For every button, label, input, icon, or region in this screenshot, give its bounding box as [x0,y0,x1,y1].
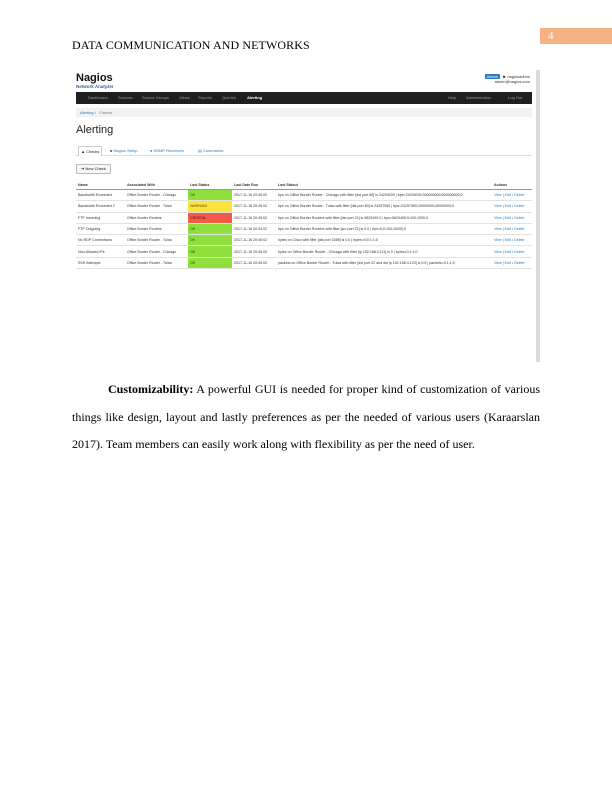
cell-last-date-run: 2017-11-16 20:45:02 [232,257,276,268]
cell-last-status: WARNING [188,201,232,212]
tab-snmp-receivers [150,146,184,155]
cell-actions: View | Edit • Delete [492,190,532,201]
setup-icon: ■ [110,148,113,153]
screenshot-scrollbar [536,70,540,362]
col-associated-with: Associated With [125,180,188,190]
cell-name: SSH Attempts [76,257,125,268]
cell-last-date-run: 2017-11-16 20:45:00 [232,190,276,201]
page-title: Alerting [76,124,114,136]
tab-snmp-receivers-label: SNMP Receivers [153,148,184,153]
nav-dashboard: Dashboard [88,95,108,100]
cell-last-stdout: bytes on Office Border Router - Chicago with filter [ip 192.168.3.111] is 0 | bytes=0;1:1;0 [276,246,492,257]
col-last-date-run: Last Date Run [232,180,276,190]
col-last-stdout: Last Stdout [276,180,492,190]
cell-last-date-run: 2017-11-16 20:45:02 [232,235,276,246]
cell-last-stdout: bps on Office Border Router - Tulsa with filter [dst port 80] is 24257060 | bps=24257060;20000000;40000000;0 [276,201,492,212]
cell-name: Bandwidth Exceeded 2 [76,201,125,212]
tab-commands [198,146,223,155]
user-name: nagiosadmin [507,74,530,79]
cell-actions: View | Edit • Delete [492,212,532,223]
table-row [76,212,532,223]
breadcrumb-separator: / [95,110,97,115]
cell-last-date-run: 2017-11-16 20:45:02 [232,201,276,212]
cell-last-stdout: bps on Office Border Routers with filter [src port 21] is 0.0 | bps=0;0:100;10000;0 [276,223,492,234]
logo-name: Nagios [76,72,113,84]
tab-nagios-setup [110,146,138,155]
cell-name: FTP Outgoing [76,223,125,234]
user-icon: ☻ [501,74,507,79]
cell-associated-with: Office Border Routers [125,223,188,234]
breadcrumb-alerting: Alerting [80,110,94,115]
cell-name: No RDP Connections [76,235,125,246]
cell-last-status: OK [188,235,232,246]
cell-last-status: CRITICAL [188,212,232,223]
cell-associated-with: Office Border Router - Tulsa [125,235,188,246]
running-head: DATA COMMUNICATION AND NETWORKS [72,38,310,52]
nav-alerting: Alerting [247,95,263,100]
table-row [76,235,532,246]
cell-actions: View | Edit • Delete [492,201,532,212]
table-row [76,257,532,268]
user-role-badge: Admin [486,74,498,79]
col-name: Name [76,180,125,190]
nav-queries: Queries [222,95,237,100]
cell-associated-with: Office Border Router - Tulsa [125,257,188,268]
cell-last-date-run: 2017-11-16 20:45:00 [232,246,276,257]
cell-associated-with: Office Border Routers [125,212,188,223]
cell-last-status: OK [188,190,232,201]
breadcrumb [76,108,532,117]
tab-commands-label: Commands [202,148,224,153]
tab-checks [78,146,102,156]
cell-last-stdout: packets on Office Border Router - Tulsa with filter [dst port 22 and dst ip 192.168.4.123] is 0.0 | packets=0;1;1;0 [276,257,492,268]
paragraph-text: A powerful GUI is needed for proper kind of customization of various things like design, layout and lastly preferences as per the needed of various users (Karaarslan 2017). Team members can easily work along with flexibility as per the need of user. [72,382,540,451]
new-check-button [76,164,111,174]
top-navbar [76,92,532,104]
tab-checks-label: Checks [86,149,100,154]
table-row [76,201,532,212]
cell-last-stdout: bps on Office Border Routers with filter [dst port 21] is 5829490.0 | bps=5829490;5:100;1000;0 [276,212,492,223]
cell-last-date-run: 2017-11-16 20:45:02 [232,212,276,223]
snmp-icon: ● [150,148,153,153]
bell-icon: ▲ [81,149,85,154]
cell-actions: View | Edit • Delete [492,246,532,257]
cell-last-status: OK [188,246,232,257]
cell-last-date-run: 2017-11-16 20:34:02 [232,223,276,234]
cell-actions: View | Edit • Delete [492,223,532,234]
arrow-right-icon: ➜ [81,166,85,171]
paragraph-lead: Customizability: [108,382,194,396]
col-actions: Actions [492,180,532,190]
logo-subtitle: Network Analyzer [76,84,114,89]
cell-name: Non-Allowed IPs [76,246,125,257]
page-number: 4 [540,28,612,44]
cell-associated-with: Office Border Router - Chicago [125,246,188,257]
nagios-screenshot [72,70,540,362]
table-header-row [76,180,532,190]
nav-help: Help [448,95,457,100]
cell-associated-with: Office Border Router - Tulsa [125,201,188,212]
user-box [485,74,530,84]
cell-last-stdout: bps on Office Border Router - Chicago with filter [dst port 80] is 24294039 | bps=24294039;300000000;500000000;0 [276,190,492,201]
nav-sources: Sources [118,95,133,100]
checks-table [76,180,532,269]
cell-last-status: OK [188,257,232,268]
table-row [76,190,532,201]
nav-reports: Reports [198,95,213,100]
table-row [76,223,532,234]
tabs [76,146,532,156]
cell-name: Bandwidth Exceeded [76,190,125,201]
nav-views: Views [179,95,190,100]
cell-last-stdout: bytes on Cisco with filter [dst port 3389] is 0.0 | bytes=0;0:1;1;0 [276,235,492,246]
nav-source-groups: Source Groups [142,95,169,100]
user-email: admin@nagios.com [494,79,530,84]
breadcrumb-checks: Checks [99,110,113,115]
nav-administration: Administration [466,95,492,100]
cell-actions: View | Edit • Delete [492,257,532,268]
col-last-status: Last Status [188,180,232,190]
nagios-logo [76,73,114,90]
cell-actions: View | Edit • Delete [492,235,532,246]
table-row [76,246,532,257]
cell-last-status: OK [188,223,232,234]
tab-nagios-setup-label: Nagios Setup [113,148,138,153]
nav-logout: Log Out [508,95,523,100]
cell-name: FTP Incoming [76,212,125,223]
body-paragraph [72,376,540,459]
new-check-label: New Check [85,166,106,171]
commands-icon: ▤ [198,148,202,153]
cell-associated-with: Office Border Router - Chicago [125,190,188,201]
